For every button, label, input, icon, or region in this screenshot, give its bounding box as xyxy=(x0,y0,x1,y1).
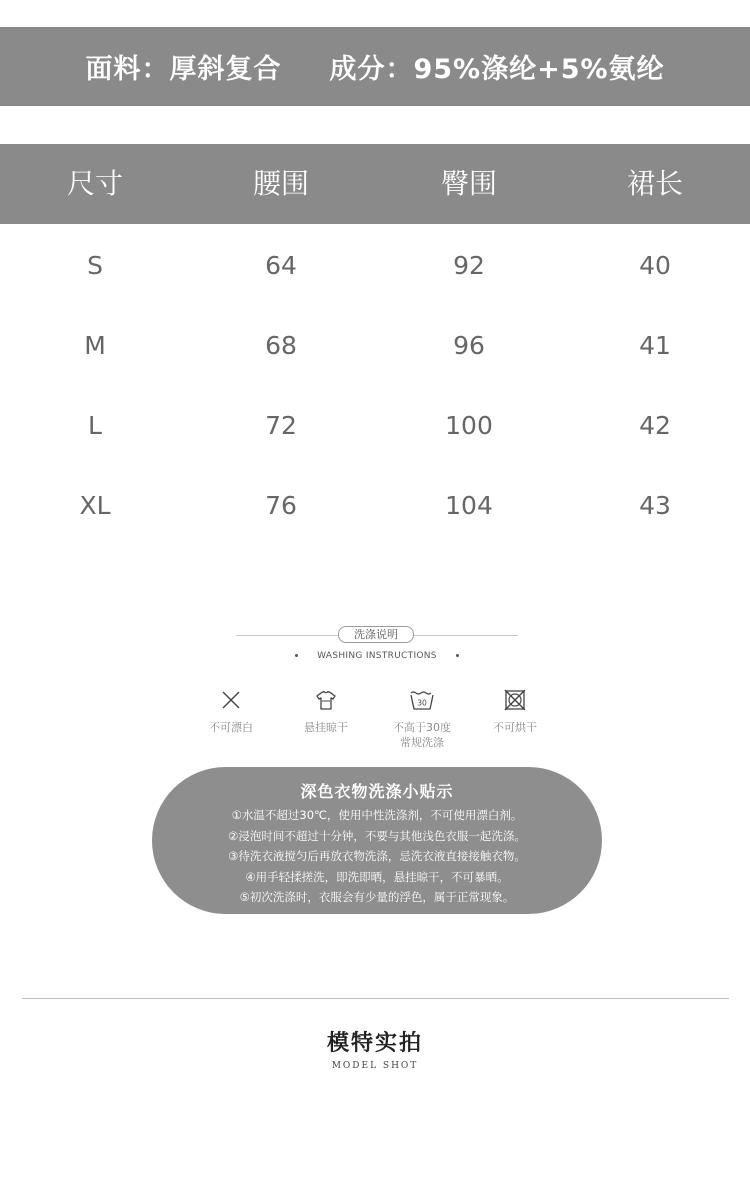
hang-dry-icon xyxy=(314,688,338,712)
tips-title: 深色衣物洗涤小贴示 xyxy=(300,782,454,801)
size-row-xl xyxy=(0,486,750,526)
care-item-hang-dry xyxy=(281,688,371,735)
table-cell: 42 xyxy=(639,411,671,440)
fabric-info-bar xyxy=(0,27,750,106)
heading-rule-left xyxy=(236,635,338,636)
wash-temp-label: 30 xyxy=(417,698,427,708)
table-cell: S xyxy=(87,251,103,280)
table-cell: M xyxy=(84,331,106,360)
care-label: 悬挂晾干 xyxy=(304,721,348,734)
tip-item: ⑤初次洗涤时，衣服会有少量的浮色，属于正常现象。 xyxy=(239,890,515,904)
table-cell: 104 xyxy=(445,491,493,520)
washing-title: 洗涤说明 xyxy=(338,626,414,643)
header-hip: 臀围 xyxy=(440,167,497,200)
care-label: 不可烘干 xyxy=(493,721,537,734)
bullet-dot xyxy=(456,654,459,657)
table-cell: 72 xyxy=(265,411,297,440)
heading-rule-right xyxy=(414,635,518,636)
table-cell: 43 xyxy=(639,491,671,520)
table-cell: 41 xyxy=(639,331,671,360)
tip-item: ④用手轻揉搓洗，即洗即晒，悬挂晾干，不可暴晒。 xyxy=(245,869,509,884)
table-cell: 40 xyxy=(639,251,671,280)
table-cell: 76 xyxy=(265,491,297,520)
header-length: 裙长 xyxy=(626,167,683,200)
care-label-line: 不高于30度 xyxy=(393,721,451,734)
header-waist: 腰围 xyxy=(252,167,309,200)
table-cell: 96 xyxy=(453,331,485,360)
tip-item: ①水温不超过30℃，使用中性洗涤剂，不可使用漂白剂。 xyxy=(231,808,523,822)
care-item-no-tumble-dry xyxy=(470,688,560,735)
header-size: 尺寸 xyxy=(66,167,123,200)
table-cell: XL xyxy=(79,491,111,520)
size-row-s xyxy=(0,246,750,286)
section-divider xyxy=(22,998,729,999)
table-cell: 92 xyxy=(453,251,485,280)
table-cell: L xyxy=(88,411,102,440)
model-shot-subtitle: MODEL SHOT xyxy=(331,1061,419,1071)
care-item-wash-30 xyxy=(377,688,467,750)
dark-clothing-tips-panel xyxy=(152,767,602,914)
wash-30-icon xyxy=(409,688,435,712)
tip-item: ③待洗衣液搅匀后再放衣物洗涤，忌洗衣液直接接触衣物。 xyxy=(228,849,526,863)
size-row-m xyxy=(0,326,750,366)
care-label xyxy=(377,720,467,750)
no-tumble-dry-icon xyxy=(503,688,527,712)
size-row-l xyxy=(0,406,750,446)
model-shot-title: 模特实拍 xyxy=(326,1031,423,1056)
fabric-material: 面料：厚斜复合 xyxy=(85,54,282,85)
care-item-no-bleach xyxy=(186,688,276,735)
table-cell: 100 xyxy=(445,411,493,440)
washing-instructions-heading xyxy=(236,624,518,668)
size-table-header xyxy=(0,144,750,224)
care-label: 不可漂白 xyxy=(209,721,253,734)
table-cell: 64 xyxy=(265,251,297,280)
washing-subtitle: WASHING INSTRUCTIONS xyxy=(317,651,437,661)
table-cell: 68 xyxy=(265,331,297,360)
care-label-line: 常规洗涤 xyxy=(400,736,444,749)
fabric-composition: 成分：95%涤纶+5%氨纶 xyxy=(329,54,665,85)
tip-item: ②浸泡时间不超过十分钟，不要与其他浅色衣服一起洗涤。 xyxy=(228,828,526,843)
tips-list xyxy=(152,805,602,908)
no-bleach-icon xyxy=(219,688,243,712)
